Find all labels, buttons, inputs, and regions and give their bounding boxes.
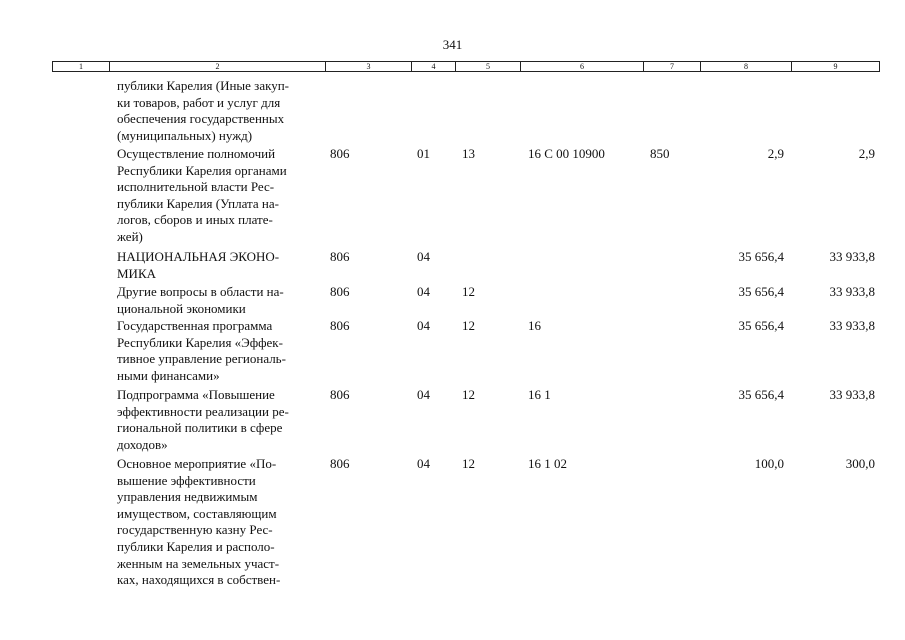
header-col-6: 6 [521,62,644,71]
row-col-5: 12 [462,284,475,299]
row-col-9: 2,9 [858,146,875,161]
row-name: публики Карелия (Иные закуп- ки товаров, работ и услуг для обеспечения государственных (муниципальных) нужд) [117,78,290,143]
row-col-4: 04 [417,249,430,264]
row-col-6: 16 1 [528,387,551,402]
row-col-8: 35 656,4 [738,284,784,299]
header-col-9: 9 [833,62,838,71]
table-header-row [52,61,880,72]
row-col-6: 16 С 00 10900 [528,146,605,161]
row-col-4: 04 [417,284,430,299]
row-name: Подпрограмма «Повышение эффективности реализации ре- гиональной политики в сфере доходов» [117,387,289,452]
row-col-3: 806 [330,318,350,333]
header-col-3: 3 [326,62,412,71]
header-col-5: 5 [456,62,521,71]
row-col-9: 33 933,8 [829,249,875,264]
row-name: Основное мероприятие «По- вышение эффективности управления недвижимым имуществом, составляющим государственную казну Рес- публики Карелия и располо- женным на земельных участ- ках, находящихся в собствен- [117,456,281,588]
row-name: Государственная программа Республики Карелия «Эффек- тивное управление региональ- ными финансами» [117,318,286,383]
row-col-4: 04 [417,387,430,402]
row-col-8: 100,0 [754,456,784,471]
row-col-3: 806 [330,284,350,299]
row-col-4: 04 [417,456,430,471]
row-col-9: 33 933,8 [829,284,875,299]
header-col-1: 1 [53,62,110,71]
row-col-5: 13 [462,146,475,161]
row-col-8: 35 656,4 [738,318,784,333]
row-name: Осуществление полномочий Республики Карелия органами исполнительной власти Рес- публики Карелия (Уплата на- логов, сборов и иных плате- жей) [117,146,287,244]
row-col-3: 806 [330,249,350,264]
row-col-6: 16 1 02 [528,456,567,471]
row-col-5: 12 [462,387,475,402]
row-name: Другие вопросы в области на- циональной экономики [117,284,284,316]
row-col-3: 806 [330,146,350,161]
header-col-2: 2 [110,62,326,71]
row-col-4: 04 [417,318,430,333]
row-col-8: 35 656,4 [738,249,784,264]
row-col-5: 12 [462,456,475,471]
header-col-4: 4 [412,62,456,71]
row-col-9: 33 933,8 [829,318,875,333]
row-col-8: 35 656,4 [738,387,784,402]
row-col-3: 806 [330,387,350,402]
page-number: 341 [442,37,463,52]
row-col-5: 12 [462,318,475,333]
header-col-7: 7 [644,62,701,71]
row-col-9: 300,0 [845,456,875,471]
row-col-9: 33 933,8 [829,387,875,402]
row-col-3: 806 [330,456,350,471]
row-name: НАЦИОНАЛЬНАЯ ЭКОНО- МИКА [117,249,280,281]
row-col-8: 2,9 [767,146,784,161]
row-col-4: 01 [417,146,430,161]
row-col-6: 16 [528,318,541,333]
row-col-7: 850 [650,146,670,161]
header-col-8: 8 [701,62,792,71]
